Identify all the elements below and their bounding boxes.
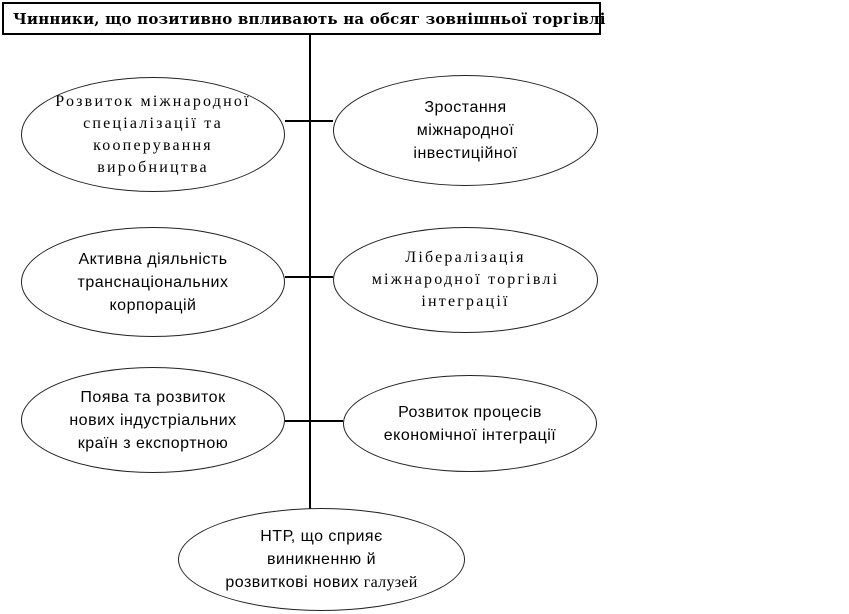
ellipse-text-line: країн з експортною xyxy=(77,434,229,452)
diagram-title: Чинники, що позитивно впливають на обсяг зовнішньої торгівлі xyxy=(13,9,606,28)
ellipse-text-line: міжнародної xyxy=(416,122,515,139)
connector-row3 xyxy=(285,420,343,422)
ellipse-text-line: Розвиток процесів xyxy=(398,403,542,421)
ellipse-economic-integration xyxy=(343,375,597,472)
ellipse-specialization xyxy=(21,77,285,192)
ellipse-new-industrial-countries xyxy=(21,367,285,473)
ellipse-trade-liberalization xyxy=(333,227,598,333)
ellipse-text-line: інтеграції xyxy=(421,293,510,310)
ellipse-text-line: спеціалізації та xyxy=(83,114,223,132)
connector-row2 xyxy=(285,276,333,278)
ellipse-text-line: економічної інтеграції xyxy=(383,426,557,444)
ellipse-text-line: інвестиційної xyxy=(413,145,518,162)
ellipse-text-line: виникненню й xyxy=(267,551,376,568)
ellipse-text-line: Зростання xyxy=(424,99,507,116)
ellipse-text-line: Лібералізація xyxy=(405,249,526,266)
ntr-line3-sans-part: розвиткові нових xyxy=(225,574,359,591)
ellipse-text-line: Активна діяльність xyxy=(78,250,228,268)
ellipse-text-line: кооперування xyxy=(93,136,213,154)
trunk-line xyxy=(309,35,311,509)
ellipse-tnc-activity xyxy=(21,227,285,337)
ntr-line3-serif-part: галузей xyxy=(363,574,418,591)
ellipse-text-line: корпорацій xyxy=(109,296,197,314)
ellipse-ntr xyxy=(178,508,465,611)
ellipse-text-line xyxy=(225,571,417,594)
ellipse-text-line: нових індустріальних xyxy=(69,411,237,429)
ellipse-text-line: транснаціональних xyxy=(77,273,229,291)
ellipse-text-line: Розвиток міжнародної xyxy=(55,92,251,110)
ellipse-text-line: Поява та розвиток xyxy=(80,388,226,406)
ellipse-investment-growth xyxy=(333,75,598,186)
ellipse-text-line: міжнародної торгівлі xyxy=(371,271,560,288)
ellipse-text-line: НТР, що сприяє xyxy=(260,528,383,545)
title-box xyxy=(2,2,606,35)
ellipse-text-line: виробництва xyxy=(97,158,209,176)
connector-row1 xyxy=(285,120,333,122)
